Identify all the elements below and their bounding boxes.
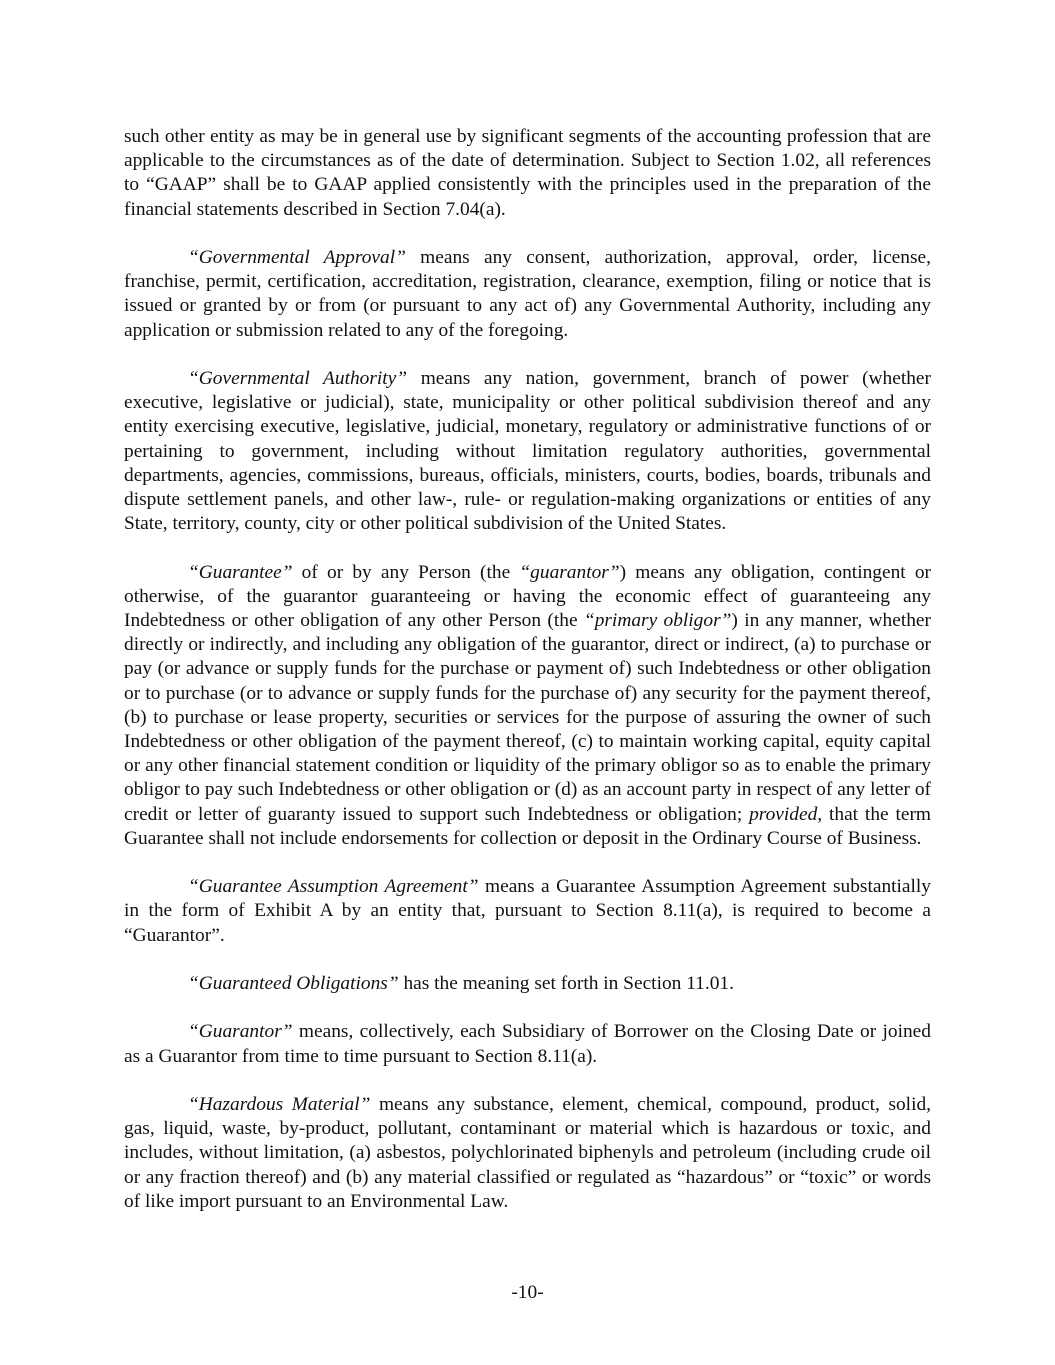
document-page — [124, 125, 931, 1238]
defined-term: “Guarantee Assumption Agreement” — [188, 876, 479, 898]
gaap-continuation-paragraph: such other entity as may be in general use by significant segments of the accounting profession that are applicable to the circumstances as of the date of determination. Subject to Section 1.02, all references to “GAAP” shall be to GAAP applied consistently with the principles used in the preparation of the financial statements described in Section 7.04(a). — [124, 126, 931, 220]
defined-term: “Guarantor” — [188, 1021, 293, 1043]
definition-text: means any substance, element, chemical, compound, product, solid, gas, liquid, waste, by-product, pollutant, contaminant or material which is hazardous or toxic, and includes, without limitation, (a) asbestos, polychlorinated biphenyls and petroleum (including crude oil or any fraction thereof) and (b) any material classified or regulated as “hazardous” or “toxic” or words of like import pursuant to an Environmental Law. — [124, 1094, 931, 1212]
defined-term: “Governmental Approval” — [188, 247, 406, 268]
defined-term: “Governmental Authority” — [188, 368, 408, 389]
definition-text: means any consent, authorization, approval, order, license, franchise, permit, certification, accreditation, registration, clearance, exemption, filing or notice that is issued or granted by or from (or pursuant to any act of) any Governmental Authority, including any application or submission related to any of the foregoing. — [124, 247, 931, 341]
definition-text: ) means any obligation, contingent or otherwise, of the guarantor guaranteeing or having the economic effect of guaranteeing any Indebtedness or other obligation of any other Person (the — [124, 561, 931, 632]
page-number: -10- — [511, 1282, 544, 1303]
definition-text: means, collectively, each Subsidiary of Borrower on the Closing Date or joined as a Guarantor from time to time pursuant to Section 8.11(a). — [124, 1021, 931, 1067]
definition-hazardous-material — [124, 1093, 931, 1214]
definition-text: that the term Guarantee shall not include endorsements for collection or deposit in the Ordinary Course of Business. — [124, 803, 932, 849]
definition-text: ) in any manner, whether directly or indirectly, and including any obligation of the guarantor, direct or indirect, (a) to purchase or pay (or advance or supply funds for the purchase or payment of) such Indebtedness or other obligation or to purchase (or to advance or supply funds for the purchase of) any security for the payment thereof, (b) to purchase or lease property, securities or services for the purpose of assuring the owner of such Indebtedness or other obligation of the payment thereof, (c) to maintain working capital, equity capital or any other financial statement condition or liquidity of the primary obligor so as to enable the primary obligor to pay such Indebtedness or other obligation or (d) as an account party in respect of any letter of credit or letter of guaranty issued to support such Indebtedness or obligation; — [124, 610, 931, 825]
definition-governmental-approval — [124, 246, 931, 343]
definition-text: has the meaning set forth in Section 11.01. — [398, 973, 734, 995]
provided-term: provided, — [749, 803, 823, 825]
definition-text: means any nation, government, branch of power (whether executive, legislative or judicial), state, municipality or other political subdivision thereof and any entity exercising executive, legislative, judicial, monetary, regulatory or administrative functions of or pertaining to government, including without limitation regulatory authorities, governmental departments, agencies, commissions, bureaus, officials, ministers, courts, bodies, boards, tribunals and dispute settlement panels, and other law-, rule- or regulation-making organizations or entities of any State, territory, county, city or other political subdivision of the United States. — [124, 368, 931, 535]
defined-term: “Guarantee” — [188, 561, 293, 583]
definition-governmental-authority — [124, 367, 931, 536]
definition-guarantee — [124, 561, 931, 851]
definition-text: of or by any Person (the — [292, 561, 520, 583]
defined-term-primary-obligor: “primary obligor” — [583, 610, 732, 632]
definition-text: means a Guarantee Assumption Agreement substantially in the form of Exhibit A by an entity that, pursuant to Section 8.11(a), is required to become a “Guarantor”. — [124, 876, 931, 946]
defined-term: “Hazardous Material” — [188, 1094, 371, 1116]
defined-term: “Guaranteed Obligations” — [188, 973, 399, 995]
definition-guarantee-assumption-agreement — [124, 875, 931, 948]
defined-term-guarantor: “guarantor” — [519, 561, 620, 583]
definition-guarantor — [124, 1020, 931, 1068]
definition-guaranteed-obligations — [124, 972, 931, 996]
